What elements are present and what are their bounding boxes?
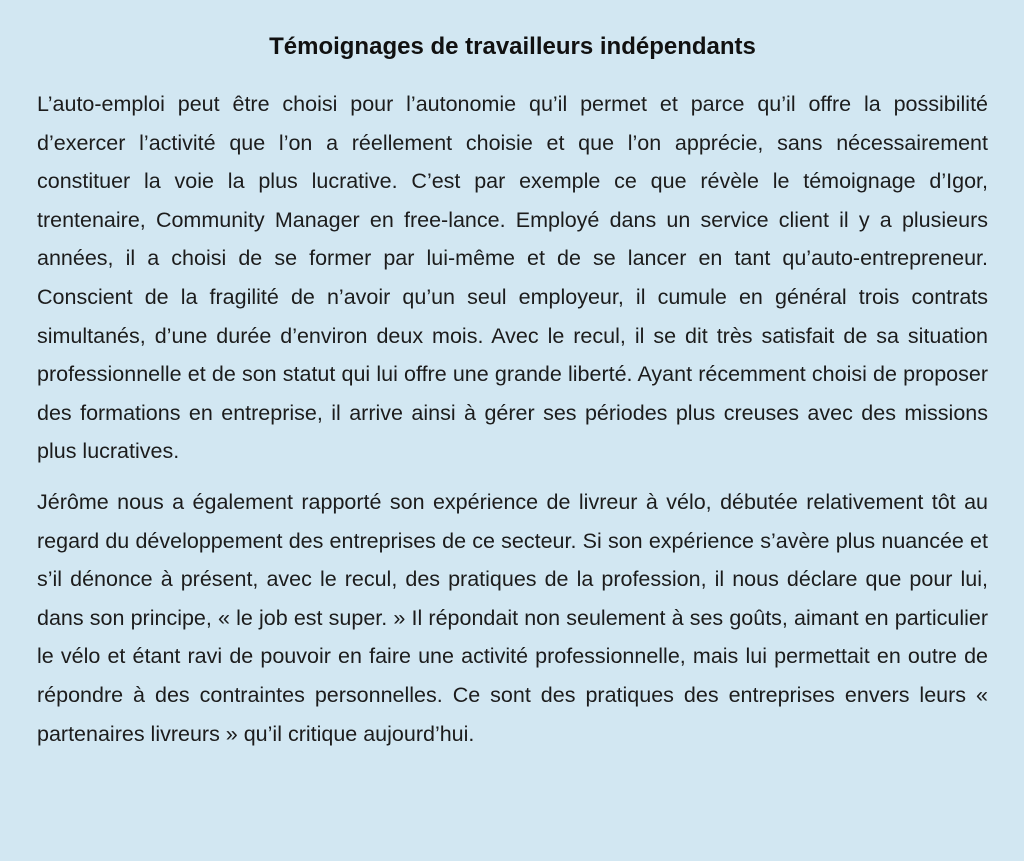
paragraph-jerome: Jérôme nous a également rapporté son expérience de livreur à vélo, débutée relativement tôt au regard du développement des entreprises de ce secteur. Si son expérience s’avère plus nuancée et s’il dénonce à présent, avec le recul, des pratiques de la profession, il nous déclare que pour lui, dans son principe, « le job est super. » Il répondait non seulement à ses goûts, aimant en particulier le vélo et étant ravi de pouvoir en faire une activité professionnelle, mais lui permettait en outre de répondre à des contraintes personnelles. Ce sont des pratiques des entreprises envers leurs « partenaires livreurs » qu’il critique aujourd’hui. (37, 489, 988, 746)
box-title: Témoignages de travailleurs indépendants (269, 33, 756, 60)
paragraph-igor: L’auto-emploi peut être choisi pour l’autonomie qu’il permet et parce qu’il offre la possibilité d’exercer l’activité que l’on a réellement choisie et que l’on apprécie, sans nécessairement constituer la voie la plus lucrative. C’est par exemple ce que révèle le témoignage d’Igor, trentenaire, Community Manager en free-lance. Employé dans un service client il y a plusieurs années, il a choisi de se former par lui-même et de se lancer en tant qu’auto-entrepreneur. Conscient de la fragilité de n’avoir qu’un seul employeur, il cumule en général trois contrats simultanés, d’une durée d’environ deux mois. Avec le recul, il se dit très satisfait de sa situation professionnelle et de son statut qui lui offre une grande liberté. Ayant récemment choisi de proposer des formations en entreprise, il arrive ainsi à gérer ses périodes plus creuses avec des missions plus lucratives. (37, 92, 988, 464)
